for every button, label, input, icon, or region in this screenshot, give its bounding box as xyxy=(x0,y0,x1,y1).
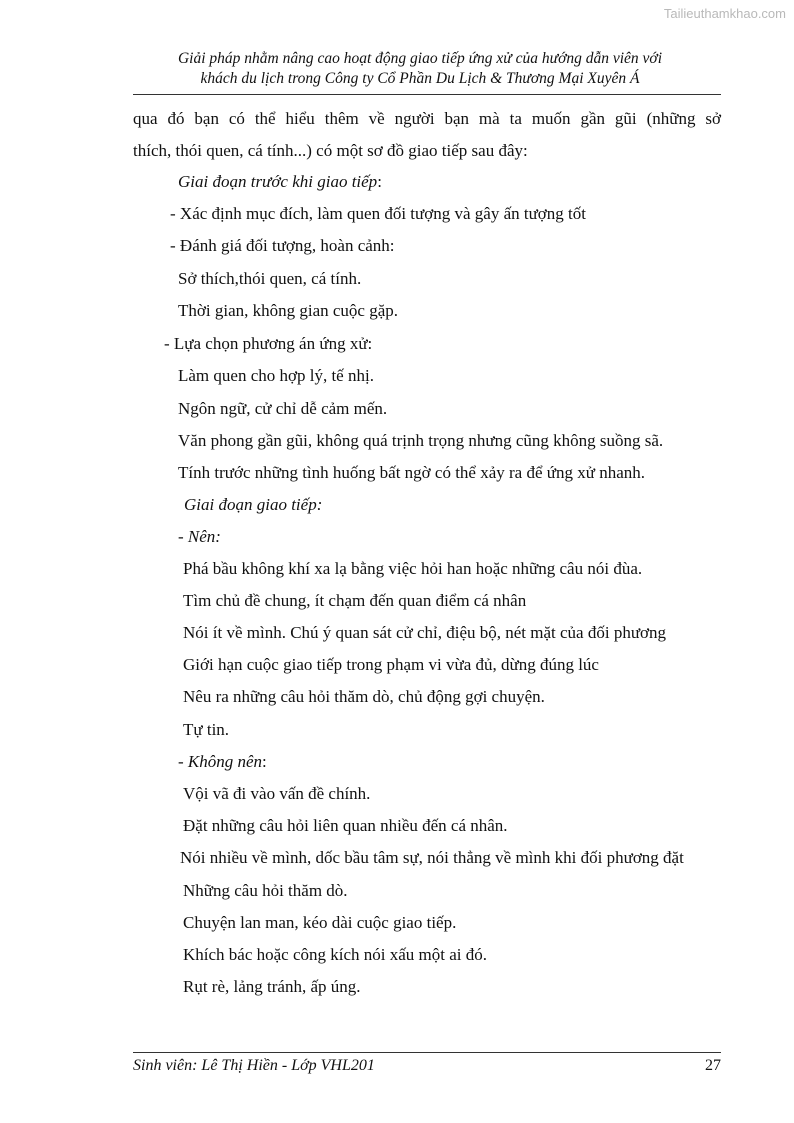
running-header xyxy=(120,49,720,89)
list-item: Nói nhiều về mình, dốc bầu tâm sự, nói thẳng về mình khi đối phương đặt xyxy=(180,848,684,867)
intro-line-1: qua đó bạn có thể hiểu thêm về người bạn mà ta muốn gần gũi (những sở xyxy=(133,109,721,128)
list-item: Sở thích,thói quen, cá tính. xyxy=(178,269,362,288)
should-not-label-text: - Không nên xyxy=(178,752,263,771)
intro-line-2: thích, thói quen, cá tính...) có một sơ đồ giao tiếp sau đây: xyxy=(133,141,528,160)
list-item: Tính trước những tình huống bất ngờ có thể xảy ra để ứng xử nhanh. xyxy=(178,463,645,482)
list-item: Rụt rè, lảng tránh, ấp úng. xyxy=(183,977,361,996)
list-item: Tìm chủ đề chung, ít chạm đến quan điểm cá nhân xyxy=(183,591,527,610)
list-item: - Xác định mục đích, làm quen đối tượng và gây ấn tượng tốt xyxy=(170,204,586,223)
list-item: Chuyện lan man, kéo dài cuộc giao tiếp. xyxy=(183,913,457,932)
list-item: Nêu ra những câu hỏi thăm dò, chủ động gợi chuyện. xyxy=(183,687,545,706)
before-heading-colon: : xyxy=(377,172,382,191)
list-item: Thời gian, không gian cuộc gặp. xyxy=(178,301,399,320)
should-label: - Nên: xyxy=(178,527,221,546)
before-heading-text: Giai đoạn trước khi giao tiếp xyxy=(178,172,378,191)
footer-student: Sinh viên: Lê Thị Hiền - Lớp VHL201 xyxy=(133,1057,375,1074)
list-item: Giới hạn cuộc giao tiếp trong phạm vi vừa đủ, dừng đúng lúc xyxy=(183,655,599,674)
page-number: 27 xyxy=(705,1057,721,1074)
watermark: Tailieuthamkhao.com xyxy=(663,6,786,21)
list-item: Nói ít về mình. Chú ý quan sát cử chỉ, điệu bộ, nét mặt của đối phương xyxy=(183,623,667,642)
list-item: Làm quen cho hợp lý, tế nhị. xyxy=(178,366,374,385)
list-item: Khích bác hoặc công kích nói xấu một ai đó. xyxy=(183,945,488,964)
list-item: Tự tin. xyxy=(183,720,230,739)
should-not-label xyxy=(178,751,267,773)
header-line-2: khách du lịch trong Công ty Cổ Phần Du Lịch & Thương Mại Xuyên Á xyxy=(200,70,640,87)
header-divider xyxy=(133,94,721,95)
during-heading: Giai đoạn giao tiếp: xyxy=(184,495,323,514)
header-line-1: Giải pháp nhằm nâng cao hoạt động giao tiếp ứng xử của hướng dẫn viên với xyxy=(177,50,663,67)
list-item: Phá bầu không khí xa lạ bằng việc hỏi han hoặc những câu nói đùa. xyxy=(183,559,643,578)
intro-paragraph xyxy=(133,103,721,167)
before-heading xyxy=(178,171,382,193)
list-item: - Lựa chọn phương án ứng xử: xyxy=(164,334,373,353)
list-item: Ngôn ngữ, cử chỉ dễ cảm mến. xyxy=(178,399,388,418)
should-not-label-colon: : xyxy=(262,752,267,771)
list-item: Đặt những câu hỏi liên quan nhiều đến cá nhân. xyxy=(183,816,508,835)
list-item: - Đánh giá đối tượng, hoàn cảnh: xyxy=(170,236,395,255)
list-item: Những câu hỏi thăm dò. xyxy=(183,881,348,900)
list-item: Văn phong gần gũi, không quá trịnh trọng nhưng cũng không suồng sã. xyxy=(178,431,664,450)
list-item: Vội vã đi vào vấn đề chính. xyxy=(183,784,371,803)
footer-divider xyxy=(133,1052,721,1053)
